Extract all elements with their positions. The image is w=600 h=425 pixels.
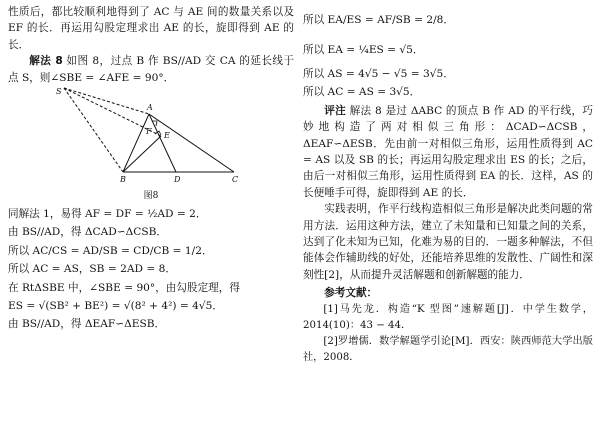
label-f: F (146, 127, 152, 137)
eq-l1: 同解法 1，易得 AF = DF = ½AD = 2． (8, 208, 207, 221)
label-e: E (164, 131, 170, 141)
comment-label: 评注 (324, 104, 346, 117)
method8-text: 如图 8，过点 B 作 BS//AD 交 CA 的延长线于点 S，则∠SBE = ∠AFE = 90°． (8, 55, 294, 84)
comment-paragraph (303, 103, 593, 201)
reference-1: [1]马先龙．构造“K 型图”速解题[J]．中学生数学，2014(10)：43 − 44． (303, 303, 593, 331)
eq-l4: 所以 AC = AS，SB = 2AD = 8． (8, 263, 176, 276)
label-b: B (120, 175, 126, 185)
eq-r2: 所以 EA = ¼ES = √5． (303, 44, 424, 56)
method8-label: 解法 8 (29, 55, 63, 68)
eq-r4: 所以 AC = AS = 3√5． (303, 86, 421, 99)
figure-8 (8, 86, 294, 204)
comment-text: 解法 8 是过 ΔABC 的顶点 B 作 AD 的平行线，巧妙地构造了两对相似三角形：ΔCAD∽ΔCSB，ΔEAF∽ΔESB．先由前一对相似三角形，运用性质得到 AC = AS 以及 SB 的长；再运用勾股定理求出 ES 的长；之后，由后一对相似三角形，运用性质得到 EA 的长．这样，AS 的长便唾手可得，旋即得到 AE 的长． (303, 104, 594, 199)
eq-l2: 由 BS//AD，得 ΔCAD∽ΔCSB． (8, 226, 168, 239)
eq-l7: 由 BS//AD，得 ΔEAF∽ΔESB． (8, 318, 166, 331)
label-c: C (232, 175, 239, 185)
label-d: D (174, 175, 181, 185)
method8-paragraph (8, 53, 294, 86)
intro-paragraph: 性质后，都比较顺利地得到了 AC 与 AE 间的数量关系以及 EF 的长．再运用勾股定理求出 AE 的长，旋即得到 AE 的长． (8, 6, 294, 51)
references-title: 参考文献： (324, 287, 378, 300)
eq-l5: 在 RtΔSBE 中，∠SBE = 90°，由勾股定理，得 (8, 281, 240, 294)
eq-l6: ES = √(SB² + BE²) = √(8² + 4²) = 4√5． (8, 300, 223, 313)
figure-caption: 图8 (143, 191, 159, 202)
left-column (8, 4, 294, 335)
eq-r3: 所以 AS = 4√5 − √5 = 3√5． (303, 68, 454, 80)
label-s: S (56, 87, 62, 97)
right-column (303, 4, 593, 366)
label-a: A (147, 103, 153, 113)
eq-l3: 所以 AC/CS = AD/SB = CD/CB = 1/2． (8, 244, 213, 257)
reference-2: [2]罗增儒．数学解题学引论[M]．西安：陕西师范大学出版社，2008． (303, 335, 593, 363)
eq-r1: 所以 EA/ES = AF/SB = 2/8． (303, 14, 454, 26)
practice-paragraph: 实践表明，作平行线构造相似三角形是解决此类问题的常用方法．运用这种方法，建立了未知量和已知量之间的关系，达到了化未知为已知，化难为易的目的．一题多种解法，不但能体会作辅助线的好处，还能培养思维的发散性、广阔性和深刻性[2]，从而提升灵活解题和创新解题的能力． (303, 203, 593, 281)
